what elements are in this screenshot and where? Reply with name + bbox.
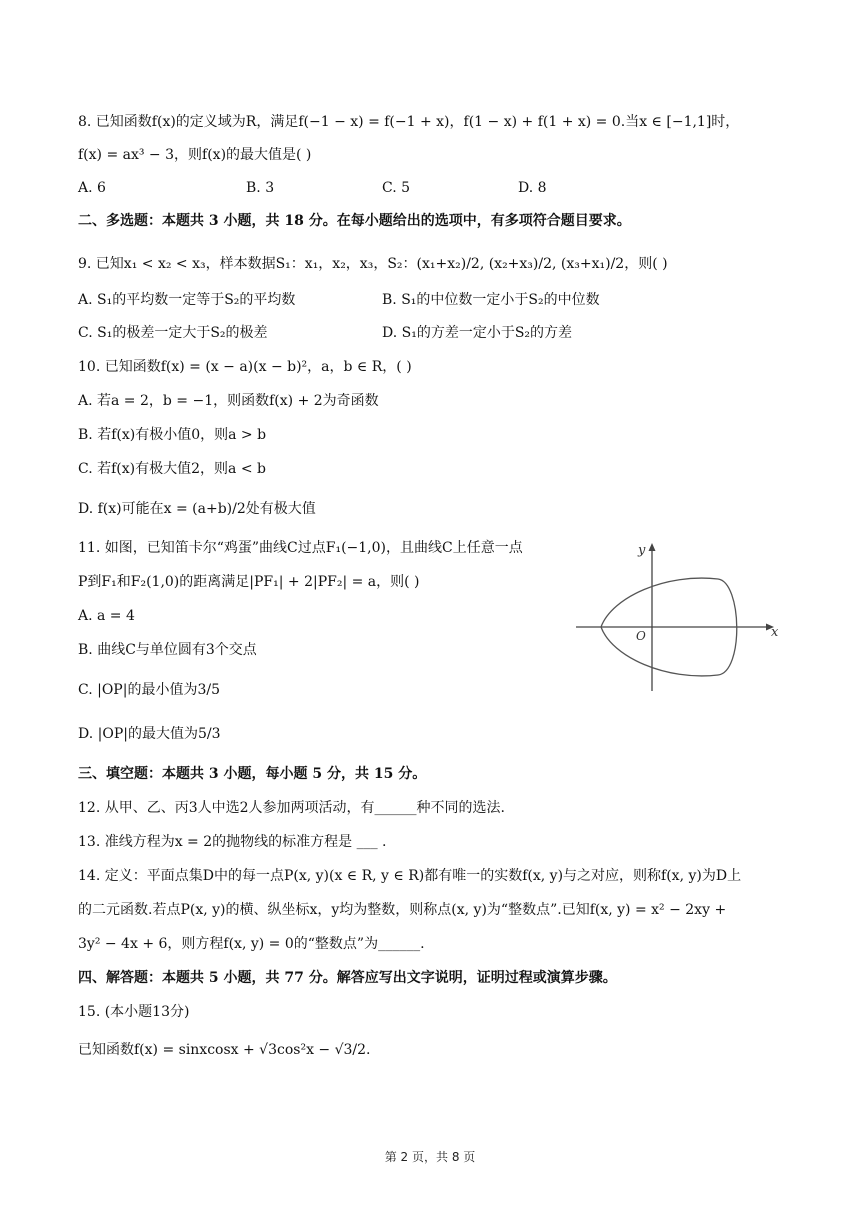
- q8-line1: 8. 已知函数f(x)的定义域为R，满足f(−1 − x) = f(−1 + x)，f(1 − x) + f(1 + x) = 0.当x ∈ [−1,1]时，: [78, 114, 740, 130]
- egg-curve-figure: [568, 535, 788, 695]
- q11-option-a: A. a = 4: [78, 608, 135, 624]
- q15-header: 15. (本小题13分): [78, 1004, 190, 1020]
- q8-option-a: A. 6: [78, 180, 106, 196]
- q14-line3: 3y² − 4x + 6，则方程f(x, y) = 0的“整数点”为______.: [78, 936, 425, 952]
- section3-heading: 三、填空题：本题共 3 小题，每小题 5 分，共 15 分。: [78, 766, 427, 782]
- q8-option-b: B. 3: [246, 180, 275, 196]
- q11-option-c: C. |OP|的最小值为3/5: [78, 682, 220, 698]
- q9-option-a: A. S₁的平均数一定等于S₂的平均数: [78, 292, 296, 308]
- x-axis-label: x: [771, 625, 779, 640]
- q11-line2: P到F₁和F₂(1,0)的距离满足|PF₁| + 2|PF₂| = a，则( ): [78, 574, 420, 590]
- q9-option-d: D. S₁的方差一定小于S₂的方差: [382, 325, 573, 341]
- page-footer: 第 2 页，共 8 页: [384, 1150, 476, 1164]
- q9-option-b: B. S₁的中位数一定小于S₂的中位数: [382, 292, 600, 308]
- q15-stem: 已知函数f(x) = sinxcosx + √3cos²x − √3/2.: [78, 1042, 371, 1058]
- q11-line1: 11. 如图，已知笛卡尔“鸡蛋”曲线C过点F₁(−1,0)，且曲线C上任意一点: [78, 540, 523, 556]
- q10-option-c: C. 若f(x)有极大值2，则a < b: [78, 461, 266, 477]
- q14-line2: 的二元函数.若点P(x, y)的横、纵坐标x，y均为整数，则称点(x, y)为“整数点”.已知f(x, y) = x² − 2xy +: [78, 902, 727, 918]
- q10-option-d: D. f(x)可能在x = (a+b)/2处有极大值: [78, 501, 316, 517]
- q10-option-a: A. 若a = 2，b = −1，则函数f(x) + 2为奇函数: [78, 393, 379, 409]
- q9-stem: 9. 已知x₁ < x₂ < x₃，样本数据S₁：x₁，x₂，x₃，S₂：(x₁+x₂)/2, (x₂+x₃)/2, (x₃+x₁)/2，则( ): [78, 256, 668, 272]
- q10-stem: 10. 已知函数f(x) = (x − a)(x − b)²，a，b ∈ R，( ): [78, 359, 412, 375]
- q11-option-b: B. 曲线C与单位圆有3个交点: [78, 642, 257, 658]
- y-axis-label: y: [638, 543, 646, 558]
- section2-heading: 二、多选题：本题共 3 小题，共 18 分。在每小题给出的选项中，有多项符合题目要求。: [78, 213, 631, 229]
- q8-line2: f(x) = ax³ − 3，则f(x)的最大值是( ): [78, 147, 312, 163]
- section4-heading: 四、解答题：本题共 5 小题，共 77 分。解答应写出文字说明，证明过程或演算步骤。: [78, 970, 617, 986]
- q12-text: 12. 从甲、乙、丙3人中选2人参加两项活动，有______种不同的选法.: [78, 800, 505, 816]
- y-axis-arrow: [649, 543, 656, 551]
- q8-option-d: D. 8: [518, 180, 547, 196]
- q8-option-c: C. 5: [382, 180, 411, 196]
- q14-line1: 14. 定义：平面点集D中的每一点P(x, y)(x ∈ R, y ∈ R)都有唯一的实数f(x, y)与之对应，则称f(x, y)为D上: [78, 868, 742, 884]
- origin-label: O: [636, 629, 646, 643]
- q10-option-b: B. 若f(x)有极小值0，则a > b: [78, 427, 267, 443]
- q13-text: 13. 准线方程为x = 2的抛物线的标准方程是 ___ .: [78, 834, 387, 850]
- q9-option-c: C. S₁的极差一定大于S₂的极差: [78, 325, 268, 341]
- q11-option-d: D. |OP|的最大值为5/3: [78, 726, 221, 742]
